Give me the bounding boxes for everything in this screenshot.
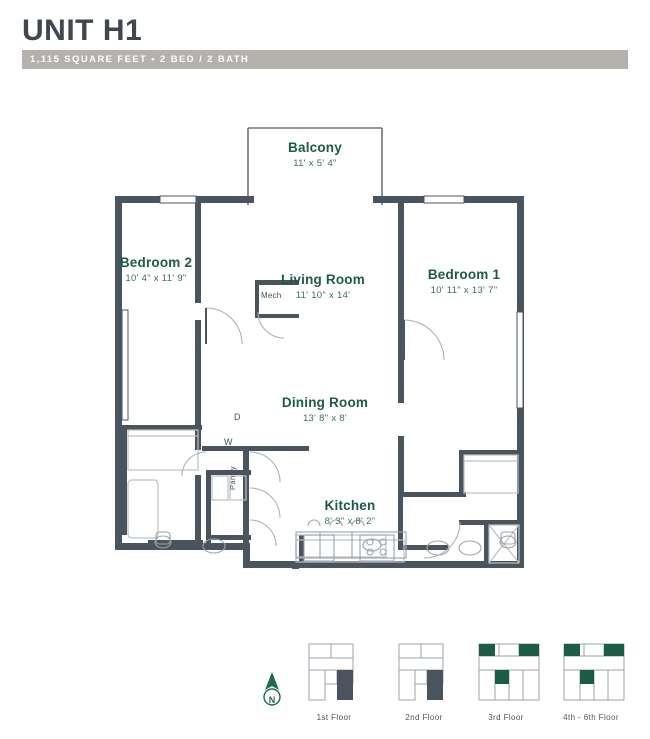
room-label-bedroom-1: Bedroom 1 10' 11" x 13' 7" xyxy=(427,267,501,296)
keyplan-1st-floor-icon xyxy=(303,638,365,708)
subtitle-bar xyxy=(22,50,628,69)
floor-plan xyxy=(0,80,650,620)
header xyxy=(0,0,650,80)
door-swings xyxy=(182,308,460,558)
keyplan-3rd-floor-icon xyxy=(475,638,545,708)
room-label-dining-room: Dining Room 13' 8" x 8' xyxy=(281,395,369,424)
keyplan-caption: 4th - 6th Floor xyxy=(563,713,619,722)
subtitle-text: 1,115 SQUARE FEET • 2 BED / 2 BATH xyxy=(30,54,250,65)
room-label-bedroom-2: Bedroom 2 10' 4" x 11' 9" xyxy=(119,255,193,284)
room-label-living-room: Living Room 11' 10" x 14' xyxy=(281,272,365,301)
north-label: N xyxy=(268,695,276,705)
label-pantry: Pantry xyxy=(228,465,237,490)
keyplan-2nd-floor-icon xyxy=(393,638,455,708)
keyplan-4th-6th-floor[interactable] xyxy=(560,638,622,722)
keyplan-caption: 2nd Floor xyxy=(405,713,443,722)
floor-plan-drawing xyxy=(0,80,650,620)
page-title: UNIT H1 xyxy=(22,14,143,47)
interior-walls xyxy=(122,203,524,568)
keyplan-1st-floor[interactable] xyxy=(303,638,365,722)
footer xyxy=(0,630,650,739)
keyplan-3rd-floor[interactable] xyxy=(475,638,537,722)
label-mech: Mech xyxy=(261,291,282,300)
keyplan-caption: 3rd Floor xyxy=(488,713,524,722)
label-washer: W xyxy=(224,437,233,447)
keyplan-2nd-floor[interactable] xyxy=(393,638,455,722)
balcony-outline xyxy=(248,128,382,205)
keyplan-4th-6th-floor-icon xyxy=(560,638,630,708)
room-label-kitchen: Kitchen 8' 3" x 8' 2" xyxy=(324,498,376,527)
room-label-balcony: Balcony 11' x 5' 4" xyxy=(288,140,342,169)
north-indicator xyxy=(258,670,286,711)
exterior-walls xyxy=(115,196,524,569)
label-dryer: D xyxy=(234,412,241,422)
keyplan-caption: 1st Floor xyxy=(316,713,352,722)
